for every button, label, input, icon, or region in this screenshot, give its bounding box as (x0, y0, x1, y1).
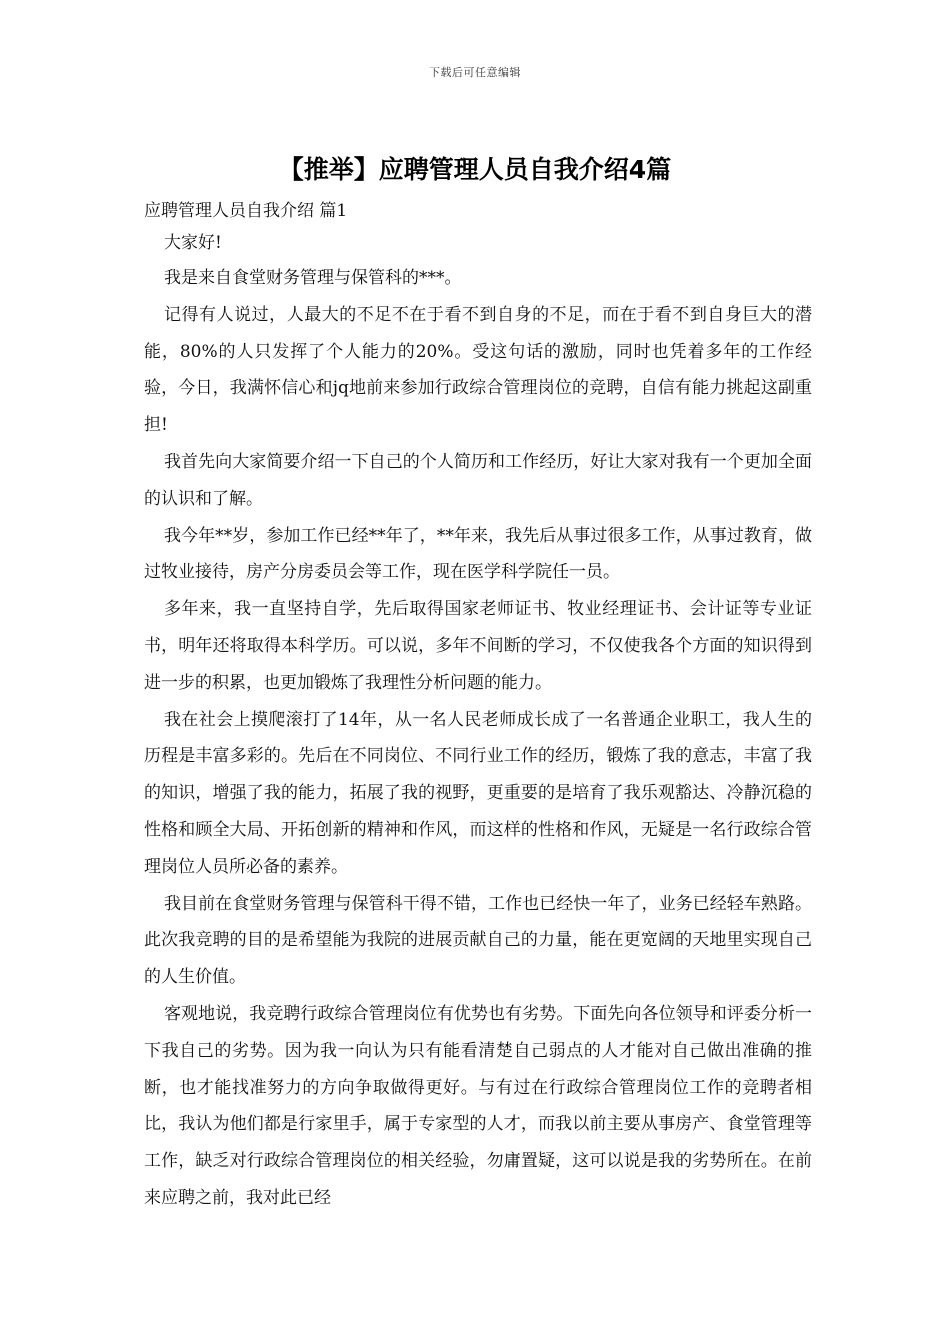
paragraph: 我目前在食堂财务管理与保管科干得不错，工作也已经快一年了，业务已经轻车熟路。此次我竞聘的目的是希望能为我院的进展贡献自己的力量，能在更宽阔的天地里实现自己的人生价值。 (144, 893, 812, 988)
paragraph: 记得有人说过，人最大的不足不在于看不到自身的不足，而在于看不到自身巨大的潜能，80%的人只发挥了个人能力的20%。受这句话的激励，同时也凭着多年的工作经验，今日，我满怀信心和jq地前来参加行政综合管理岗位的竞聘，自信有能力挑起这副重担! (144, 304, 812, 436)
paragraph: 客观地说，我竞聘行政综合管理岗位有优势也有劣势。下面先向各位领导和评委分析一下我自己的劣势。因为我一向认为只有能看清楚自己弱点的人才能对自己做出准确的推断，也才能找准努力的方向争取做得更好。与有过在行政综合管理岗位工作的竞聘者相比，我认为他们都是行家里手，属于专家型的人才，而我以前主要从事房产、食堂管理等工作，缺乏对行政综合管理岗位的相关经验，勿庸置疑，这可以说是我的劣势所在。在前来应聘之前，我对此已经 (144, 1003, 812, 1208)
paragraph: 我是来自食堂财务管理与保管科的***。 (164, 268, 462, 288)
paragraph: 多年来，我一直坚持自学，先后取得国家老师证书、牧业经理证书、会计证等专业证书，明年还将取得本科学历。可以说，多年不间断的学习，不仅使我各个方面的知识得到进一步的积累，也更加锻炼了我理性分析问题的能力。 (144, 599, 812, 693)
section-heading: 应聘管理人员自我介绍 篇1 (144, 201, 348, 221)
paragraph: 我首先向大家简要介绍一下自己的个人简历和工作经历，好让大家对我有一个更加全面的认识和了解。 (144, 451, 812, 509)
document-title: 【推举】应聘管理人员自我介绍4篇 (278, 155, 672, 184)
paragraph: 我今年**岁，参加工作已经**年了，**年来，我先后从事过很多工作，从事过教育，做过牧业接待，房产分房委员会等工作，现在医学科学院任一员。 (144, 525, 812, 583)
paragraph: 我在社会上摸爬滚打了14年，从一名人民老师成长成了一名普通企业职工，我人生的历程是丰富多彩的。先后在不同岗位、不同行业工作的经历，锻炼了我的意志，丰富了我的知识，增强了我的能力，拓展了我的视野，更重要的是培育了我乐观豁达、冷静沉稳的性格和顾全大局、开拓创新的精神和作风，而这样的性格和作风，无疑是一名行政综合管理岗位人员所必备的素养。 (144, 709, 812, 877)
document-body (144, 196, 812, 1217)
header-note: 下载后可任意编辑 (429, 66, 521, 79)
paragraph-greeting: 大家好! (164, 233, 222, 253)
